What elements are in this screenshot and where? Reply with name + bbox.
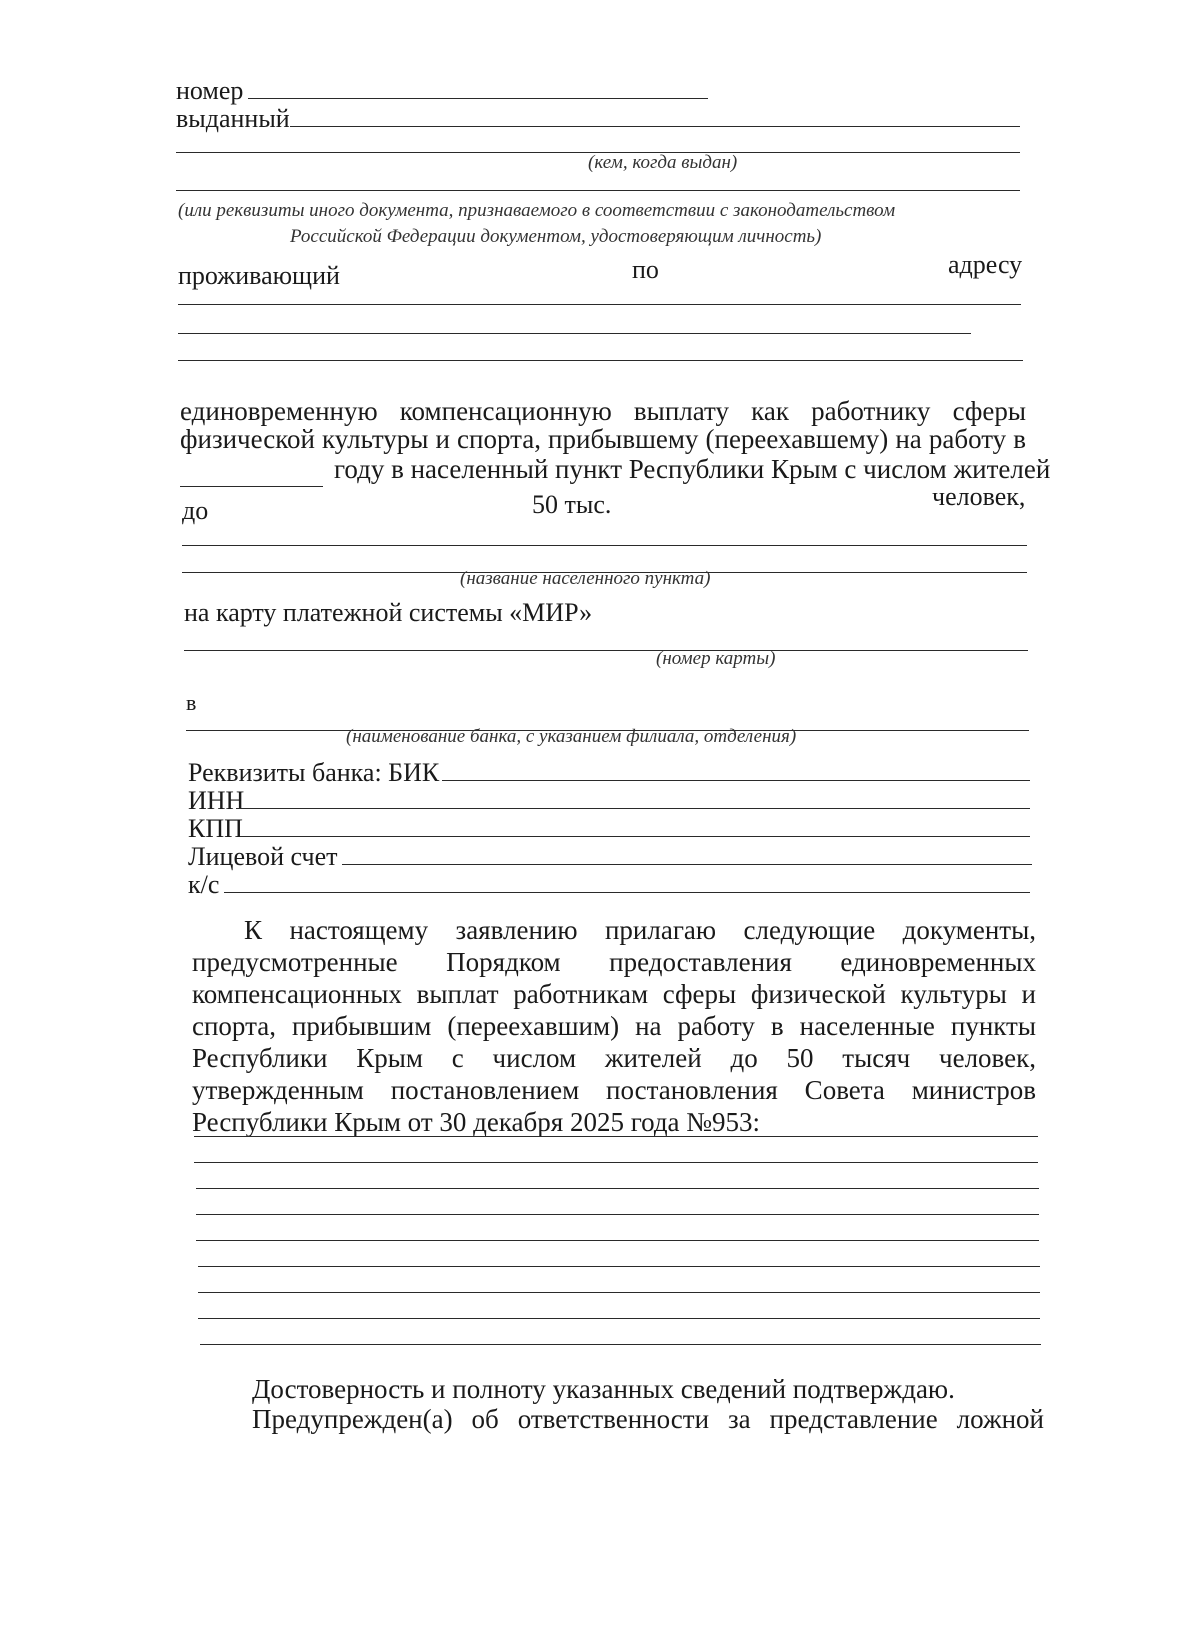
issued-label: выданный bbox=[176, 104, 290, 133]
kpp-label: КПП bbox=[188, 814, 243, 843]
residing-word-3: адресу bbox=[948, 250, 1023, 279]
bik-label: Реквизиты банка: БИК bbox=[188, 758, 440, 787]
attachment-line-9[interactable] bbox=[200, 1344, 1041, 1345]
ks-field-line[interactable] bbox=[224, 892, 1030, 893]
address-line-2[interactable] bbox=[178, 333, 971, 334]
card-caption: (номер карты) bbox=[656, 648, 776, 669]
bank-prefix: в bbox=[186, 690, 197, 715]
account-field-line[interactable] bbox=[342, 864, 1032, 865]
ks-label: к/с bbox=[188, 870, 220, 899]
warning-statement: Предупрежден(а) об ответственности за представление ложной bbox=[252, 1404, 1044, 1434]
alt-document-line[interactable] bbox=[176, 190, 1020, 191]
settlement-caption: (название населенного пункта) bbox=[460, 568, 711, 589]
year-field-line[interactable] bbox=[180, 486, 323, 487]
issued-field-line[interactable] bbox=[290, 126, 1020, 127]
card-number-line[interactable] bbox=[184, 650, 1028, 651]
bank-caption: (наименование банка, с указанием филиала, отделения) bbox=[346, 726, 797, 747]
address-line-3[interactable] bbox=[178, 360, 1023, 361]
bik-field-line[interactable] bbox=[442, 780, 1030, 781]
residing-word-2: по bbox=[632, 255, 659, 284]
number-label: номер bbox=[176, 76, 244, 105]
account-label: Лицевой счет bbox=[188, 842, 338, 871]
attachment-line-4[interactable] bbox=[196, 1214, 1039, 1215]
alt-document-caption-1: (или реквизиты иного документа, признаваемого в соответствии с законодательством bbox=[178, 200, 896, 221]
confirm-statement: Достоверность и полноту указанных сведений подтверждаю. bbox=[252, 1374, 955, 1404]
residing-word-1: проживающий bbox=[178, 261, 340, 290]
attachment-line-5[interactable] bbox=[196, 1240, 1039, 1241]
alt-document-caption-2: Российской Федерации документом, удостоверяющим личность) bbox=[290, 226, 822, 247]
attachment-line-7[interactable] bbox=[198, 1292, 1040, 1293]
attachment-line-8[interactable] bbox=[198, 1318, 1040, 1319]
attachment-line-2[interactable] bbox=[194, 1162, 1038, 1163]
request-line-2: физической культуры и спорта, прибывшему (переехавшему) на работу в bbox=[180, 424, 1026, 454]
issued-caption: (кем, когда выдан) bbox=[588, 152, 738, 173]
attachment-line-3[interactable] bbox=[196, 1188, 1039, 1189]
kpp-field-line[interactable] bbox=[240, 836, 1030, 837]
inn-field-line[interactable] bbox=[236, 808, 1030, 809]
attachments-paragraph: К настоящему заявлению прилагаю следующие документы, предусмотренные Порядком предоставления единовременных компенсационных выплат работникам сферы физической культуры и спорта, прибывшим (переехавшим) на работу в населенные пункты Республики Крым с числом жителей до 50 тысяч человек, утвержденным постановлением постановления Совета министров Республики Крым от 30 декабря 2025 года №953: bbox=[192, 915, 1036, 1137]
request-line-1: единовременную компенсационную выплату как работнику сферы bbox=[180, 396, 1026, 426]
request-line-4-right: человек, bbox=[932, 482, 1026, 511]
attachment-line-6[interactable] bbox=[198, 1266, 1040, 1267]
number-field-line[interactable] bbox=[248, 98, 708, 99]
request-line-4-left: до bbox=[182, 496, 209, 525]
request-line-4-mid: 50 тыс. bbox=[532, 490, 612, 519]
inn-label: ИНН bbox=[188, 786, 245, 815]
attachment-line-1[interactable] bbox=[194, 1136, 1038, 1137]
card-label: на карту платежной системы «МИР» bbox=[184, 598, 593, 627]
address-line-1[interactable] bbox=[178, 304, 1021, 305]
request-line-3: году в населенный пункт Республики Крым с числом жителей bbox=[334, 454, 1051, 484]
settlement-line-1[interactable] bbox=[182, 545, 1027, 546]
